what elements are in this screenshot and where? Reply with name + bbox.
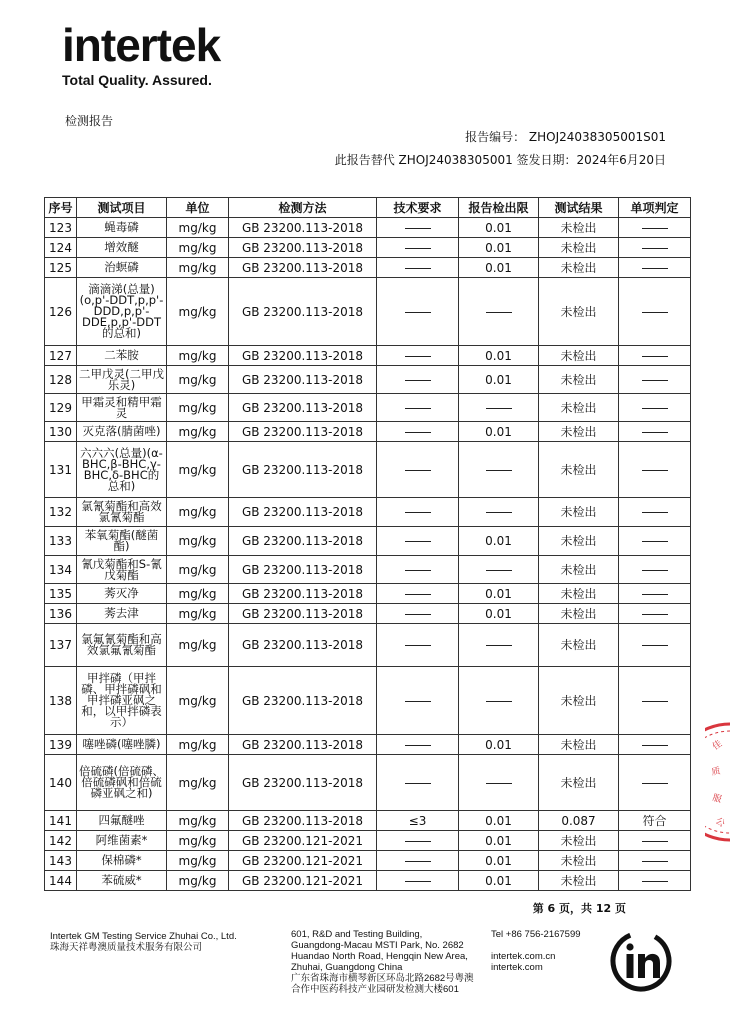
dash-mark <box>405 228 431 229</box>
test-method: GB 23200.113-2018 <box>229 556 377 584</box>
dash-mark <box>642 614 668 615</box>
test-item: 氰戊菊酯和S-氰戊菊酯 <box>77 556 167 584</box>
table-row <box>45 755 691 811</box>
test-method: GB 23200.113-2018 <box>229 755 377 811</box>
company-name-cn: 珠海天祥粤澳质量技术服务有限公司 <box>50 942 203 953</box>
unit: mg/kg <box>167 871 229 891</box>
test-item: 倍硫磷(倍硫磷、倍硫磷砜和倍硫磷亚砜之和) <box>77 755 167 811</box>
test-result: 未检出 <box>539 278 619 346</box>
address-line: 合作中医药科技产业园研发检测大楼601 <box>291 984 459 995</box>
test-item: 甲拌磷（甲拌磷、甲拌磷砜和甲拌磷亚砜之和，以甲拌磷表示） <box>77 667 167 735</box>
dash-mark <box>642 470 668 471</box>
test-item: 二甲戊灵(二甲戊乐灵) <box>77 366 167 394</box>
column-header: 测试项目 <box>77 198 167 218</box>
unit: mg/kg <box>167 258 229 278</box>
requirement <box>377 218 459 238</box>
row-number: 135 <box>45 584 77 604</box>
unit: mg/kg <box>167 346 229 366</box>
judgement <box>619 735 691 755</box>
test-item: 保棉磷* <box>77 851 167 871</box>
dash-mark <box>642 268 668 269</box>
test-item: 四氟醚唑 <box>77 811 167 831</box>
test-item: 氯氟氰菊酯和高效氯氟氰菊酯 <box>77 624 167 667</box>
detection-limit: 0.01 <box>459 422 539 442</box>
judgement <box>619 218 691 238</box>
requirement <box>377 584 459 604</box>
test-result: 未检出 <box>539 498 619 527</box>
row-number: 124 <box>45 238 77 258</box>
requirement <box>377 735 459 755</box>
test-item: 治螟磷 <box>77 258 167 278</box>
test-result: 未检出 <box>539 218 619 238</box>
requirement <box>377 394 459 422</box>
row-number: 138 <box>45 667 77 735</box>
column-header: 测试结果 <box>539 198 619 218</box>
unit: mg/kg <box>167 811 229 831</box>
detection-limit <box>459 498 539 527</box>
intertek-circle-logo-icon <box>607 927 675 999</box>
requirement <box>377 556 459 584</box>
judgement <box>619 556 691 584</box>
test-item: 莠去津 <box>77 604 167 624</box>
test-result: 未检出 <box>539 366 619 394</box>
judgement <box>619 755 691 811</box>
test-result: 未检出 <box>539 871 619 891</box>
test-item: 灭克落(腈菌唑) <box>77 422 167 442</box>
website: intertek.com <box>491 962 543 973</box>
requirement <box>377 755 459 811</box>
dash-mark <box>405 645 431 646</box>
table-row <box>45 218 691 238</box>
table-row <box>45 584 691 604</box>
judgement <box>619 394 691 422</box>
dash-mark <box>405 570 431 571</box>
column-header: 技术要求 <box>377 198 459 218</box>
test-result: 未检出 <box>539 238 619 258</box>
judgement <box>619 238 691 258</box>
test-item: 苯硫威* <box>77 871 167 891</box>
dash-mark <box>642 701 668 702</box>
table-row <box>45 556 691 584</box>
test-result: 未检出 <box>539 667 619 735</box>
detection-limit <box>459 394 539 422</box>
judgement: 符合 <box>619 811 691 831</box>
detection-limit: 0.01 <box>459 218 539 238</box>
test-result: 0.087 <box>539 811 619 831</box>
dash-mark <box>486 512 512 513</box>
test-method: GB 23200.121-2021 <box>229 871 377 891</box>
document-type: 检测报告 <box>65 114 114 128</box>
test-result: 未检出 <box>539 442 619 498</box>
dash-mark <box>486 645 512 646</box>
judgement <box>619 667 691 735</box>
row-number: 126 <box>45 278 77 346</box>
replacement-and-issue-date: 此报告替代 ZHOJ24038305001 签发日期：2024年6月20日 <box>334 153 666 167</box>
unit: mg/kg <box>167 498 229 527</box>
dash-mark <box>405 881 431 882</box>
dash-mark <box>405 380 431 381</box>
requirement <box>377 604 459 624</box>
dash-mark <box>486 701 512 702</box>
address-line: Huandao North Road, Hengqin New Area, <box>291 951 468 962</box>
test-item: 蝇毒磷 <box>77 218 167 238</box>
requirement <box>377 442 459 498</box>
test-result: 未检出 <box>539 604 619 624</box>
column-header: 单位 <box>167 198 229 218</box>
unit: mg/kg <box>167 218 229 238</box>
test-item: 噻唑磷(噻唑膦) <box>77 735 167 755</box>
test-method: GB 23200.113-2018 <box>229 584 377 604</box>
address-line: 601, R&D and Testing Building, <box>291 929 423 940</box>
row-number: 129 <box>45 394 77 422</box>
row-number: 136 <box>45 604 77 624</box>
requirement <box>377 667 459 735</box>
dash-mark <box>642 745 668 746</box>
test-method: GB 23200.113-2018 <box>229 366 377 394</box>
test-method: GB 23200.113-2018 <box>229 278 377 346</box>
unit: mg/kg <box>167 831 229 851</box>
detection-limit: 0.01 <box>459 811 539 831</box>
test-method: GB 23200.113-2018 <box>229 735 377 755</box>
unit: mg/kg <box>167 238 229 258</box>
detection-limit: 0.01 <box>459 851 539 871</box>
dash-mark <box>642 861 668 862</box>
requirement <box>377 238 459 258</box>
table-row <box>45 258 691 278</box>
row-number: 137 <box>45 624 77 667</box>
judgement <box>619 442 691 498</box>
dash-mark <box>642 541 668 542</box>
test-item: 增效醚 <box>77 238 167 258</box>
table-row <box>45 394 691 422</box>
test-method: GB 23200.113-2018 <box>229 667 377 735</box>
test-result: 未检出 <box>539 831 619 851</box>
unit: mg/kg <box>167 667 229 735</box>
row-number: 130 <box>45 422 77 442</box>
table-row <box>45 238 691 258</box>
test-item: 莠灭净 <box>77 584 167 604</box>
judgement <box>619 624 691 667</box>
test-method: GB 23200.113-2018 <box>229 811 377 831</box>
dash-mark <box>405 268 431 269</box>
judgement <box>619 422 691 442</box>
test-result: 未检出 <box>539 346 619 366</box>
unit: mg/kg <box>167 366 229 394</box>
detection-limit: 0.01 <box>459 258 539 278</box>
row-number: 131 <box>45 442 77 498</box>
detection-limit: 0.01 <box>459 346 539 366</box>
svg-text:服: 服 <box>711 793 723 806</box>
detection-limit: 0.01 <box>459 238 539 258</box>
row-number: 144 <box>45 871 77 891</box>
dash-mark <box>405 432 431 433</box>
dash-mark <box>642 783 668 784</box>
table-row <box>45 831 691 851</box>
unit: mg/kg <box>167 442 229 498</box>
website-cn: intertek.com.cn <box>491 951 556 962</box>
dash-mark <box>642 408 668 409</box>
row-number: 142 <box>45 831 77 851</box>
detection-limit: 0.01 <box>459 527 539 556</box>
detection-limit: 0.01 <box>459 584 539 604</box>
row-number: 143 <box>45 851 77 871</box>
test-result: 未检出 <box>539 735 619 755</box>
test-result: 未检出 <box>539 258 619 278</box>
requirement <box>377 346 459 366</box>
detection-limit <box>459 442 539 498</box>
table-row <box>45 871 691 891</box>
detection-limit <box>459 667 539 735</box>
test-result: 未检出 <box>539 527 619 556</box>
report-number: 报告编号： ZHOJ24038305001S01 <box>465 130 666 144</box>
test-item: 六六六(总量)(α-BHC,β-BHC,γ-BHC,δ-BHC的总和) <box>77 442 167 498</box>
column-header: 单项判定 <box>619 198 691 218</box>
dash-mark <box>486 783 512 784</box>
svg-text:佳: 佳 <box>710 739 725 753</box>
table-row <box>45 735 691 755</box>
test-item: 甲霜灵和精甲霜灵 <box>77 394 167 422</box>
table-row <box>45 527 691 556</box>
dash-mark <box>405 512 431 513</box>
test-method: GB 23200.121-2021 <box>229 851 377 871</box>
detection-limit: 0.01 <box>459 831 539 851</box>
table-row <box>45 346 691 366</box>
test-method: GB 23200.113-2018 <box>229 604 377 624</box>
test-method: GB 23200.113-2018 <box>229 258 377 278</box>
table-row <box>45 366 691 394</box>
table-row <box>45 498 691 527</box>
footer-company <box>50 931 237 953</box>
detection-limit: 0.01 <box>459 871 539 891</box>
judgement <box>619 584 691 604</box>
detection-limit <box>459 556 539 584</box>
judgement <box>619 527 691 556</box>
table-row <box>45 811 691 831</box>
judgement <box>619 851 691 871</box>
test-result: 未检出 <box>539 851 619 871</box>
judgement <box>619 366 691 394</box>
table-header-row <box>45 198 691 218</box>
detection-limit <box>459 278 539 346</box>
test-result: 未检出 <box>539 556 619 584</box>
judgement <box>619 498 691 527</box>
table-row <box>45 851 691 871</box>
row-number: 123 <box>45 218 77 238</box>
dash-mark <box>486 312 512 313</box>
dash-mark <box>642 356 668 357</box>
test-result: 未检出 <box>539 584 619 604</box>
dash-mark <box>405 614 431 615</box>
dash-mark <box>642 512 668 513</box>
table-row <box>45 442 691 498</box>
test-item: 氯氰菊酯和高效氯氰菊酯 <box>77 498 167 527</box>
dash-mark <box>642 594 668 595</box>
test-result: 未检出 <box>539 624 619 667</box>
phone-number: Tel +86 756-2167599 <box>491 929 581 940</box>
table-row <box>45 624 691 667</box>
test-method: GB 23200.113-2018 <box>229 527 377 556</box>
unit: mg/kg <box>167 556 229 584</box>
test-item: 阿维菌素* <box>77 831 167 851</box>
unit: mg/kg <box>167 422 229 442</box>
judgement <box>619 258 691 278</box>
test-result: 未检出 <box>539 422 619 442</box>
unit: mg/kg <box>167 604 229 624</box>
test-method: GB 23200.113-2018 <box>229 238 377 258</box>
requirement <box>377 366 459 394</box>
dash-mark <box>642 312 668 313</box>
unit: mg/kg <box>167 735 229 755</box>
row-number: 140 <box>45 755 77 811</box>
table-row <box>45 604 691 624</box>
row-number: 133 <box>45 527 77 556</box>
detection-limit <box>459 755 539 811</box>
detection-limit: 0.01 <box>459 735 539 755</box>
test-method: GB 23200.113-2018 <box>229 346 377 366</box>
company-seal-stamp <box>705 720 730 849</box>
footer-contact <box>491 929 581 973</box>
dash-mark <box>405 248 431 249</box>
logo-tagline: Total Quality. Assured. <box>62 72 212 88</box>
requirement <box>377 527 459 556</box>
dash-mark <box>642 228 668 229</box>
logo-wordmark: intertek <box>62 19 221 71</box>
table-row <box>45 278 691 346</box>
row-number: 127 <box>45 346 77 366</box>
column-header: 序号 <box>45 198 77 218</box>
dash-mark <box>486 570 512 571</box>
table-row <box>45 667 691 735</box>
dash-mark <box>642 645 668 646</box>
footer-address <box>291 929 491 995</box>
test-result: 未检出 <box>539 394 619 422</box>
judgement <box>619 871 691 891</box>
unit: mg/kg <box>167 624 229 667</box>
unit: mg/kg <box>167 527 229 556</box>
dash-mark <box>642 380 668 381</box>
dash-mark <box>405 841 431 842</box>
requirement <box>377 851 459 871</box>
row-number: 132 <box>45 498 77 527</box>
test-method: GB 23200.113-2018 <box>229 624 377 667</box>
requirement <box>377 831 459 851</box>
requirement: ≤3 <box>377 811 459 831</box>
dash-mark <box>642 570 668 571</box>
judgement <box>619 346 691 366</box>
row-number: 141 <box>45 811 77 831</box>
detection-limit: 0.01 <box>459 604 539 624</box>
detection-limit: 0.01 <box>459 366 539 394</box>
test-method: GB 23200.113-2018 <box>229 498 377 527</box>
detection-limit <box>459 624 539 667</box>
row-number: 125 <box>45 258 77 278</box>
address-line: 广东省珠海市横琴新区环岛北路2682号粤澳 <box>291 973 474 984</box>
dash-mark <box>405 408 431 409</box>
address-line: Zhuhai, Guangdong China <box>291 962 403 973</box>
dash-mark <box>486 470 512 471</box>
dash-mark <box>405 541 431 542</box>
dash-mark <box>642 432 668 433</box>
test-item: 苯氧菊酯(醚菌酯) <box>77 527 167 556</box>
dash-mark <box>642 881 668 882</box>
test-method: GB 23200.121-2021 <box>229 831 377 851</box>
test-item: 二苯胺 <box>77 346 167 366</box>
company-name-en: Intertek GM Testing Service Zhuhai Co., Ltd. <box>50 931 237 942</box>
judgement <box>619 831 691 851</box>
dash-mark <box>405 701 431 702</box>
svg-text:公: 公 <box>713 816 727 830</box>
test-item: 滴滴涕(总量)(o,p'-DDT,p,p'-DDD,p,p'-DDE,p,p'-DDT的总和) <box>77 278 167 346</box>
svg-text:质: 质 <box>710 766 722 778</box>
requirement <box>377 258 459 278</box>
dash-mark <box>405 861 431 862</box>
column-header: 报告检出限 <box>459 198 539 218</box>
test-method: GB 23200.113-2018 <box>229 422 377 442</box>
unit: mg/kg <box>167 755 229 811</box>
dash-mark <box>405 594 431 595</box>
row-number: 134 <box>45 556 77 584</box>
unit: mg/kg <box>167 394 229 422</box>
dash-mark <box>405 312 431 313</box>
test-method: GB 23200.113-2018 <box>229 218 377 238</box>
requirement <box>377 871 459 891</box>
dash-mark <box>405 745 431 746</box>
requirement <box>377 278 459 346</box>
dash-mark <box>405 783 431 784</box>
table-row <box>45 422 691 442</box>
dash-mark <box>405 356 431 357</box>
test-method: GB 23200.113-2018 <box>229 394 377 422</box>
unit: mg/kg <box>167 278 229 346</box>
test-result: 未检出 <box>539 755 619 811</box>
dash-mark <box>642 248 668 249</box>
unit: mg/kg <box>167 584 229 604</box>
judgement <box>619 278 691 346</box>
row-number: 139 <box>45 735 77 755</box>
address-line: Guangdong-Macau MSTI Park, No. 2682 <box>291 940 464 951</box>
requirement <box>377 422 459 442</box>
results-table <box>44 197 691 891</box>
requirement <box>377 624 459 667</box>
intertek-logo <box>62 19 221 88</box>
dash-mark <box>405 470 431 471</box>
page-number: 第 6 页，共 12 页 <box>532 902 626 915</box>
dash-mark <box>486 408 512 409</box>
column-header: 检测方法 <box>229 198 377 218</box>
requirement <box>377 498 459 527</box>
unit: mg/kg <box>167 851 229 871</box>
row-number: 128 <box>45 366 77 394</box>
test-method: GB 23200.113-2018 <box>229 442 377 498</box>
judgement <box>619 604 691 624</box>
dash-mark <box>642 841 668 842</box>
